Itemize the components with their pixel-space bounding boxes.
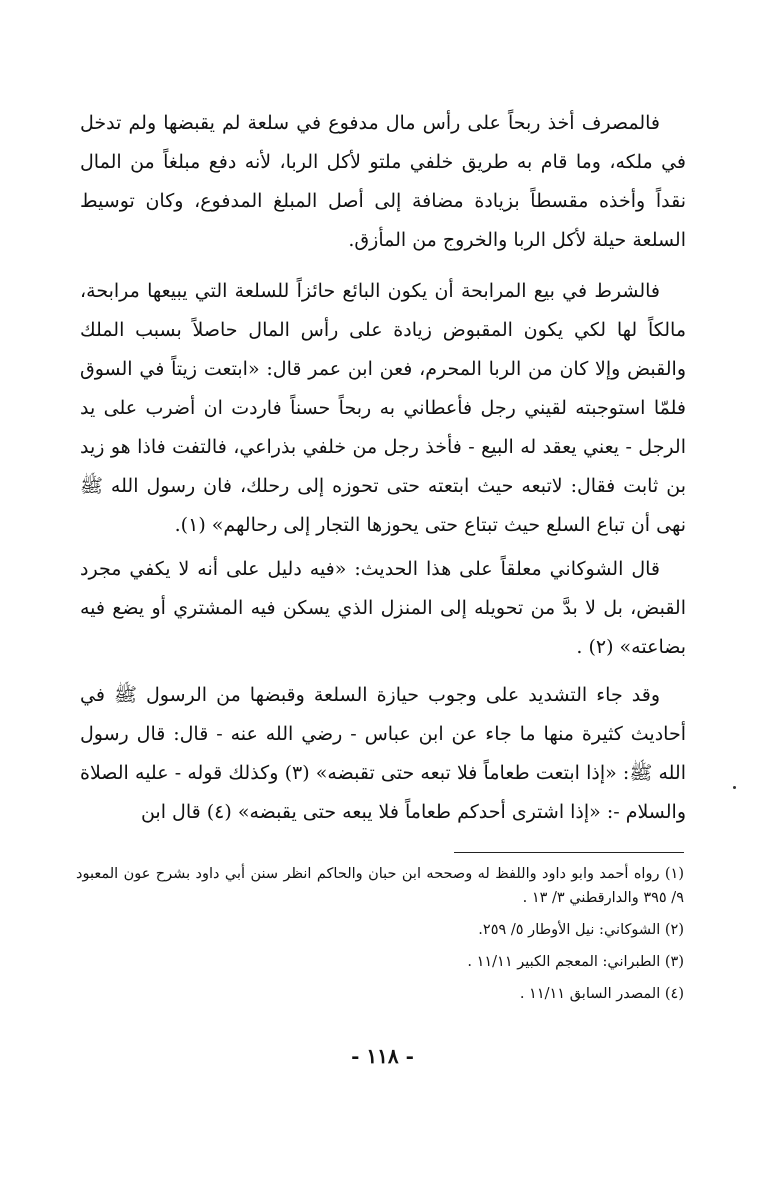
page-number: - ١١٨ - (351, 1044, 414, 1068)
paragraph-3 (80, 550, 686, 667)
footnote-3: (٣) الطبراني: المعجم الكبير ١١/١١ . (467, 954, 684, 970)
margin-dot (733, 786, 736, 789)
footnote-4: (٤) المصدر السابق ١١/١١ . (519, 986, 684, 1002)
footnote-divider (454, 852, 684, 853)
paragraph-4 (80, 676, 686, 832)
footnotes (76, 862, 684, 1014)
paragraph-text: فالمصرف أخذ ربحاً على رأس مال مدفوع في سلعة لم يقبضها ولم تدخل في ملكه، وما قام به طريق خلفي ملتو لأكل الربا، لأنه دفع مبلغاً من المال نقداً وأخذه مقسطاً بزيادة مضافة إلى أصل المبلغ المدفوع، وكان توسيط السلعة حيلة لأكل الربا والخروج من المأزق. (80, 112, 686, 251)
paragraph-text: فالشرط في بيع المرابحة أن يكون البائع حائزاً للسلعة التي يبيعها مرابحة، مالكاً لها لكي يكون المقبوض زيادة على رأس المال حاصلاً بسبب الملك والقبض وإلا كان من الربا المحرم، فعن ابن عمر قال: «ابتعت زيتاً في السوق فلمّا استوجبته لقيني رجل فأعطاني به ربحاً حسناً فاردت ان أضرب على يد الرجل - يعني يعقد له البيع - فأخذ رجل من خلفي بذراعي، فالتفت فاذا هو زيد بن ثابت فقال: لاتبعه حيث ابتعته حتى تحوزه إلى رحلك، فان رسول الله ﷺ نهى أن تباع السلع حيث تبتاع حتى يحوزها التجار إلى رحالهم» (١). (80, 280, 686, 536)
paragraph-1 (80, 104, 686, 260)
paragraph-2 (80, 272, 686, 545)
paragraph-text: وقد جاء التشديد على وجوب حيازة السلعة وقبضها من الرسول ﷺ في أحاديث كثيرة منها ما جاء عن ابن عباس - رضي الله عنه - قال: قال رسول الله ﷺ: «إذا ابتعت طعاماً فلا تبعه حتى تقبضه» (٣) وكذلك قوله - عليه الصلاة والسلام -: «إذا اشترى أحدكم طعاماً فلا يبعه حتى يقبضه» (٤) قال ابن (80, 684, 686, 823)
footnote-1: (١) رواه أحمد وابو داود واللفظ له وصححه ابن حبان والحاكم انظر سنن أبي داود بشرح عون المعبود ٩/ ٣٩٥ والدارقطني ٣/ ١٣ . (76, 866, 684, 906)
paragraph-text: قال الشوكاني معلقاً على هذا الحديث: «فيه دليل على أنه لا يكفي مجرد القبض، بل لا بدَّ من تحويله إلى المنزل الذي يسكن فيه المشتري أو يضع فيه بضاعته» (٢) . (80, 558, 686, 658)
footnote-2: (٢) الشوكاني: نيل الأوطار ٥/ ٢٥٩. (478, 922, 684, 938)
